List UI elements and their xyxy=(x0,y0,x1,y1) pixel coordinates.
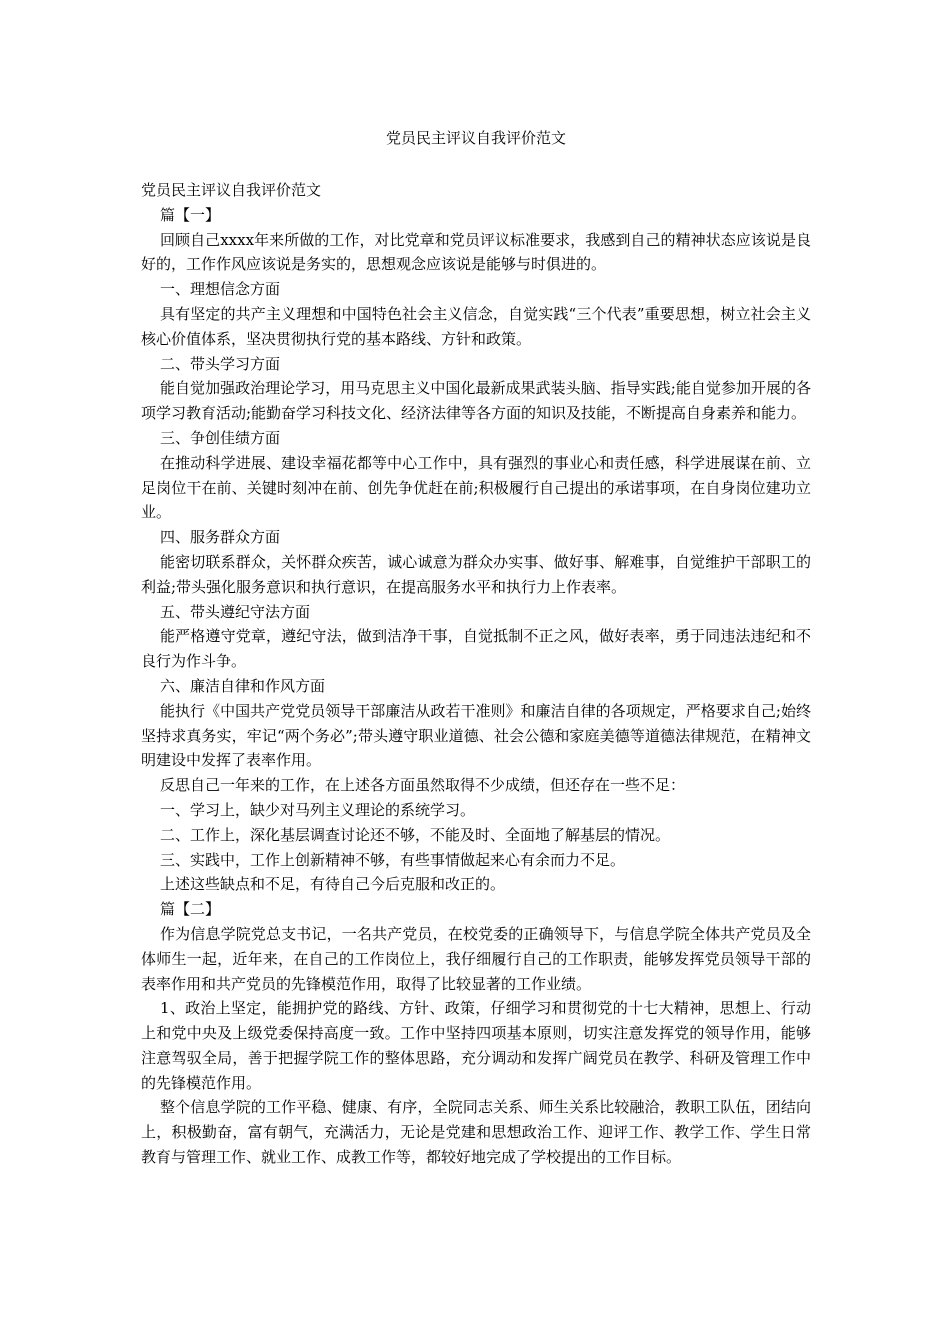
paragraph: 三、争创佳绩方面 xyxy=(160,428,281,447)
paragraph: 篇【二】 xyxy=(160,900,221,919)
paragraph: 一、理想信念方面 xyxy=(160,280,281,299)
paragraph: 党员民主评议自我评价范文 xyxy=(141,181,322,199)
paragraph: 三、实践中，工作上创新精神不够，有些事情做起来心有余而力不足。 xyxy=(160,850,626,869)
paragraph: 二、工作上，深化基层调查讨论还不够，不能及时、全面地了解基层的情况。 xyxy=(160,825,671,844)
paragraph: 反思自己一年来的工作，在上述各方面虽然取得不少成绩，但还存在一些不足： xyxy=(160,776,686,795)
paragraph: 上述这些缺点和不足，有待自己今后克服和改正的。 xyxy=(160,875,506,894)
paragraph: 一、学习上，缺少对马列主义理论的系统学习。 xyxy=(160,800,476,819)
paragraph: 具有坚定的共产主义理想和中国特色社会主义信念，自觉实践“三个代表”重要思想，树立社会主义核心价值体系，坚决贯彻执行党的基本路线、方针和政策。 xyxy=(141,304,811,348)
paragraph: 在推动科学进展、建设幸福花都等中心工作中，具有强烈的事业心和责任感，科学进展谋在前、立足岗位干在前、关键时刻冲在前、创先争优赶在前;积极履行自己提出的承诺事项，在自身岗位建功立业。 xyxy=(141,453,811,522)
paragraph: 五、带头遵纪守法方面 xyxy=(160,602,311,621)
paragraph: 能执行《中国共产党党员领导干部廉洁从政若干准则》和廉洁自律的各项规定，严格要求自己;始终坚持求真务实，牢记“两个务必”;带头遵守职业道德、社会公德和家庭美德等道德法律规范，在精神文明建设中发挥了表率作用。 xyxy=(141,701,811,770)
paragraph: 回顾自己xxxx年来所做的工作，对比党章和党员评议标准要求，我感到自己的精神状态应该说是良好的，工作作风应该说是务实的，思想观念应该说是能够与时俱进的。 xyxy=(141,230,811,274)
paragraph: 能密切联系群众，关怀群众疾苦，诚心诚意为群众办实事、做好事、解难事，自觉维护干部职工的利益;带头强化服务意识和执行意识，在提高服务水平和执行力上作表率。 xyxy=(141,552,811,596)
paragraph: 六、廉洁自律和作风方面 xyxy=(160,676,326,695)
paragraph: 二、带头学习方面 xyxy=(160,354,281,373)
paragraph: 整个信息学院的工作平稳、健康、有序，全院同志关系、师生关系比较融洽，教职工队伍，团结向上，积极勤奋，富有朝气，充满活力，无论是党建和思想政治工作、迎评工作、教学工作、学生日常教育与管理工作、就业工作、成教工作等，都较好地完成了学校提出的工作目标。 xyxy=(141,1098,811,1167)
paragraph: 能严格遵守党章，遵纪守法，做到洁净干事，自觉抵制不正之风，做好表率，勇于同违法违纪和不良行为作斗争。 xyxy=(141,627,811,671)
paragraph: 四、服务群众方面 xyxy=(160,528,281,547)
document-title: 党员民主评议自我评价范文 xyxy=(385,129,566,147)
paragraph: 能自觉加强政治理论学习，用马克思主义中国化最新成果武装头脑、指导实践;能自觉参加开展的各项学习教育活动;能勤奋学习科技文化、经济法律等各方面的知识及技能，不断提高自身素养和能力。 xyxy=(141,379,811,423)
document-body xyxy=(141,178,811,1170)
paragraph: 1、政治上坚定，能拥护党的路线、方针、政策，仔细学习和贯彻党的十七大精神，思想上、行动上和党中央及上级党委保持高度一致。工作中坚持四项基本原则，切实注意发挥党的领导作用，能够注意驾驭全局，善于把握学院工作的整体思路，充分调动和发挥广阔党员在教学、科研及管理工作中的先锋模范作用。 xyxy=(141,999,811,1092)
paragraph: 篇【一】 xyxy=(160,205,221,224)
paragraph: 作为信息学院党总支书记，一名共产党员，在校党委的正确领导下，与信息学院全体共产党员及全体师生一起，近年来，在自己的工作岗位上，我仔细履行自己的工作职责，能够发挥党员领导干部的表率作用和共产党员的先锋模范作用，取得了比较显著的工作业绩。 xyxy=(141,924,811,993)
